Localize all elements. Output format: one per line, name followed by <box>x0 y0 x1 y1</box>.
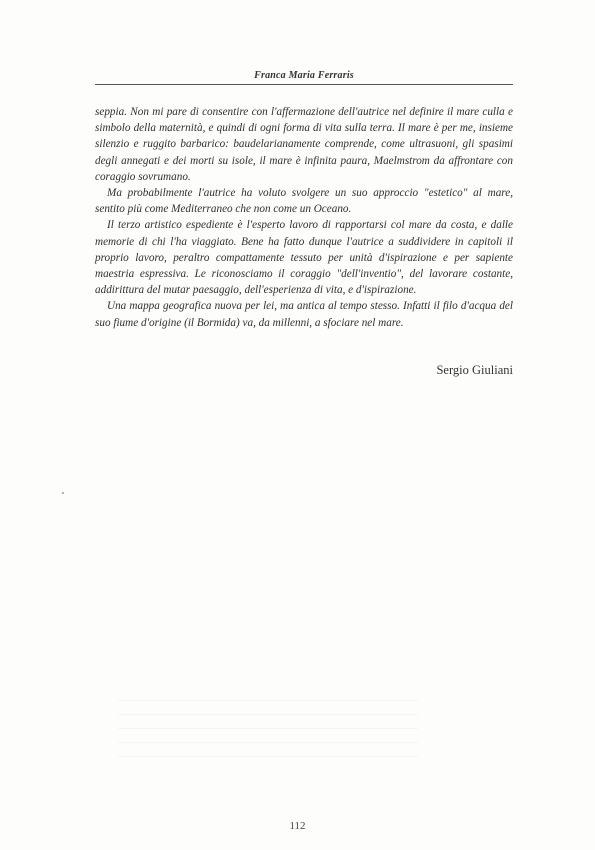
body-text <box>95 104 513 331</box>
paragraph-1: seppia. Non mi pare di consentire con l'affermazione dell'autrice nel definire il mare culla e simbolo della maternità, e quindi di ogni forma di vita sulla terra. Il mare è per me, insieme silenzio e ruggito barbarico: baudelarianamente comprende, come ultrasuoni, gli spasimi degli annegati e dei morti su isole, il mare è infinita paura, Maelmstrom da affrontare con coraggio sovrumano. <box>95 106 513 183</box>
paragraph-4: Una mappa geografica nuova per lei, ma antica al tempo stesso. Infatti il filo d'acqua del suo fiume d'origine (il Bormida) va, da millenni, a sfociare nel mare. <box>95 300 513 329</box>
running-header-title: Franca Maria Ferraris <box>254 70 354 81</box>
paragraph-2: Ma probabilmente l'autrice ha voluto svolgere un suo approccio "estetico" al mare, sentito più come Mediterraneo che non come un Oceano. <box>95 187 513 216</box>
paragraph-3: Il terzo artistico espediente è l'esperto lavoro di rapportarsi col mare da costa, e dalle memorie di chi l'ha viaggiato. Bene ha fatto dunque l'autrice a suddividere in capitoli il proprio lavoro, peraltro compattamente tessuto per unità d'ispirazione e per sapiente maestria espressiva. Le riconosciamo il coraggio "dell'inventio", del lavorare costante, addirittura del mutar paesaggio, dell'esperienza di vita, e d'ispirazione. <box>95 219 513 297</box>
header-rule <box>95 84 513 85</box>
show-through-bleed <box>118 700 418 770</box>
author-signature: Sergio Giuliani <box>436 363 513 377</box>
paper-speck <box>62 492 64 494</box>
page-number: 112 <box>289 820 306 832</box>
